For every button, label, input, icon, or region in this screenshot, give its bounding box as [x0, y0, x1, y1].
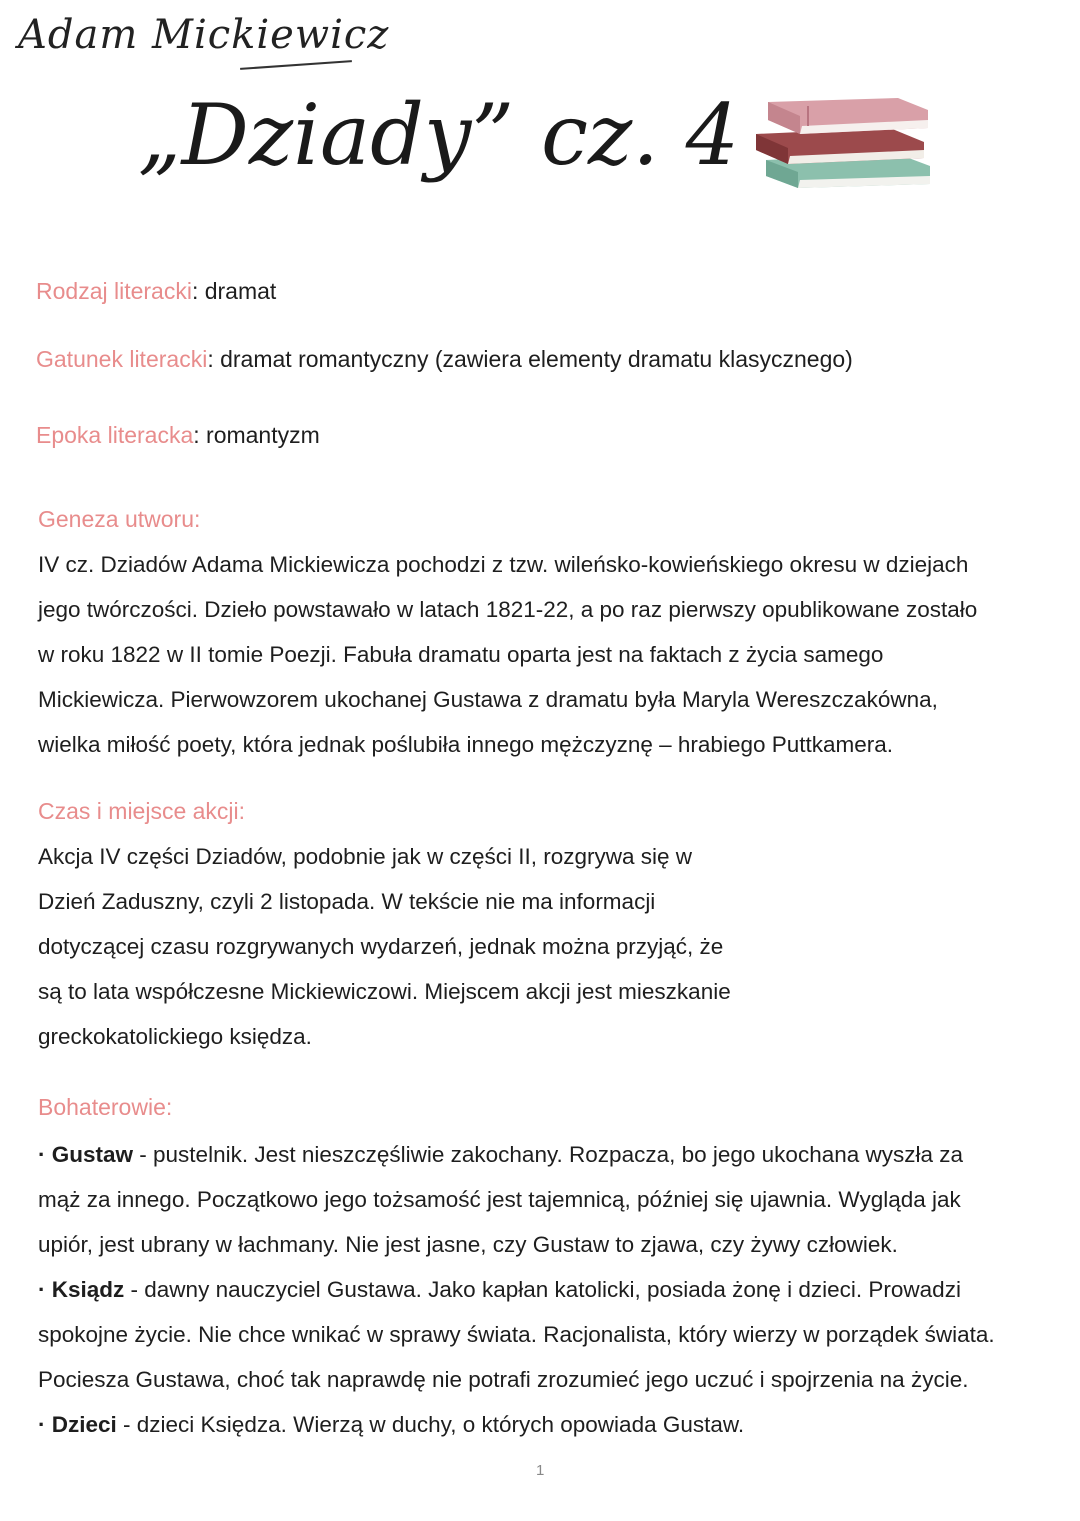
- czas-paragraph: [38, 834, 731, 1059]
- czas-line: dotyczącej czasu rozgrywanych wydarzeń, jednak można przyjąć, że: [38, 934, 724, 959]
- character-desc: - dzieci Księdza. Wierzą w duchy, o których opowiada Gustaw.: [116, 1412, 745, 1437]
- character-desc-line: mąż za innego. Początkowo jego tożsamość jest tajemnicą, później się ujawnia. Wygląda jak: [38, 1187, 961, 1212]
- stacked-books-icon: [748, 96, 938, 192]
- field-rodzaj-value: dramat: [204, 278, 277, 304]
- field-gatunek-value: dramat romantyczny (zawiera elementy dramatu klasycznego): [220, 346, 853, 372]
- czas-line: Dzień Zaduszny, czyli 2 listopada. W tekście nie ma informacji: [38, 889, 656, 914]
- character-desc: - pustelnik. Jest nieszczęśliwie zakochany. Rozpacza, bo jego ukochana wyszła za: [133, 1142, 964, 1167]
- czas-line: Akcja IV części Dziadów, podobnie jak w części II, rozgrywa się w: [38, 844, 693, 869]
- character-ksiadz: [38, 1267, 995, 1312]
- field-epoka-label: Epoka literacka: [36, 422, 194, 448]
- czas-line: są to lata współczesne Mickiewiczowi. Miejscem akcji jest mieszkanie: [38, 979, 731, 1004]
- geneza-heading: Geneza utworu:: [38, 506, 201, 532]
- page-number: 1: [536, 1462, 545, 1479]
- character-gustaw: [38, 1132, 995, 1177]
- field-epoka: [36, 422, 320, 449]
- author-underline: [240, 60, 352, 70]
- page-title: „Dziady” cz. 4: [138, 86, 740, 184]
- character-desc-line: Pociesza Gustawa, choć tak naprawdę nie potrafi zrozumieć jego uczuć i spojrzenia na życie.: [38, 1367, 969, 1392]
- bullet-icon: ·: [38, 1412, 52, 1437]
- czas-heading: Czas i miejsce akcji:: [38, 798, 246, 824]
- author-name: Adam Mickiewicz: [18, 12, 390, 58]
- field-rodzaj-label: Rodzaj literacki: [36, 278, 192, 304]
- geneza-line: Mickiewicza. Pierwowzorem ukochanej Gustawa z dramatu była Maryla Wereszczakówna,: [38, 687, 938, 712]
- bohaterowie-heading: Bohaterowie:: [38, 1094, 173, 1120]
- geneza-paragraph: [38, 542, 977, 767]
- field-rodzaj: [36, 278, 276, 305]
- geneza-line: wielka miłość poety, która jednak poślubiła innego mężczyznę – hrabiego Puttkamera.: [38, 732, 894, 757]
- bullet-icon: ·: [38, 1277, 52, 1302]
- geneza-line: IV cz. Dziadów Adama Mickiewicza pochodzi z tzw. wileńsko-kowieńskiego okresu w dziejach: [38, 552, 969, 577]
- character-desc-line: spokojne życie. Nie chce wnikać w sprawy świata. Racjonalista, który wierzy w porządek świata.: [38, 1322, 995, 1347]
- czas-line: greckokatolickiego księdza.: [38, 1024, 312, 1049]
- bullet-icon: ·: [38, 1142, 52, 1167]
- field-gatunek: [36, 346, 853, 373]
- field-separator: :: [193, 422, 207, 448]
- character-desc-line: upiór, jest ubrany w łachmany. Nie jest jasne, czy Gustaw to zjawa, czy żywy człowiek.: [38, 1232, 898, 1257]
- field-separator: :: [191, 278, 205, 304]
- character-desc: - dawny nauczyciel Gustawa. Jako kapłan katolicki, posiada żonę i dzieci. Prowadzi: [124, 1277, 961, 1302]
- character-dzieci: [38, 1402, 995, 1447]
- field-separator: :: [207, 346, 221, 372]
- character-name: Gustaw: [51, 1142, 134, 1167]
- geneza-line: w roku 1822 w II tomie Poezji. Fabuła dramatu oparta jest na faktach z życia samego: [38, 642, 884, 667]
- character-name: Dzieci: [51, 1412, 117, 1437]
- character-name: Ksiądz: [51, 1277, 125, 1302]
- geneza-line: jego twórczości. Dzieło powstawało w latach 1821-22, a po raz pierwszy opublikowane zostało: [38, 597, 978, 622]
- field-epoka-value: romantyzm: [206, 422, 320, 448]
- bohaterowie-list: [38, 1132, 995, 1447]
- field-gatunek-label: Gatunek literacki: [36, 346, 208, 372]
